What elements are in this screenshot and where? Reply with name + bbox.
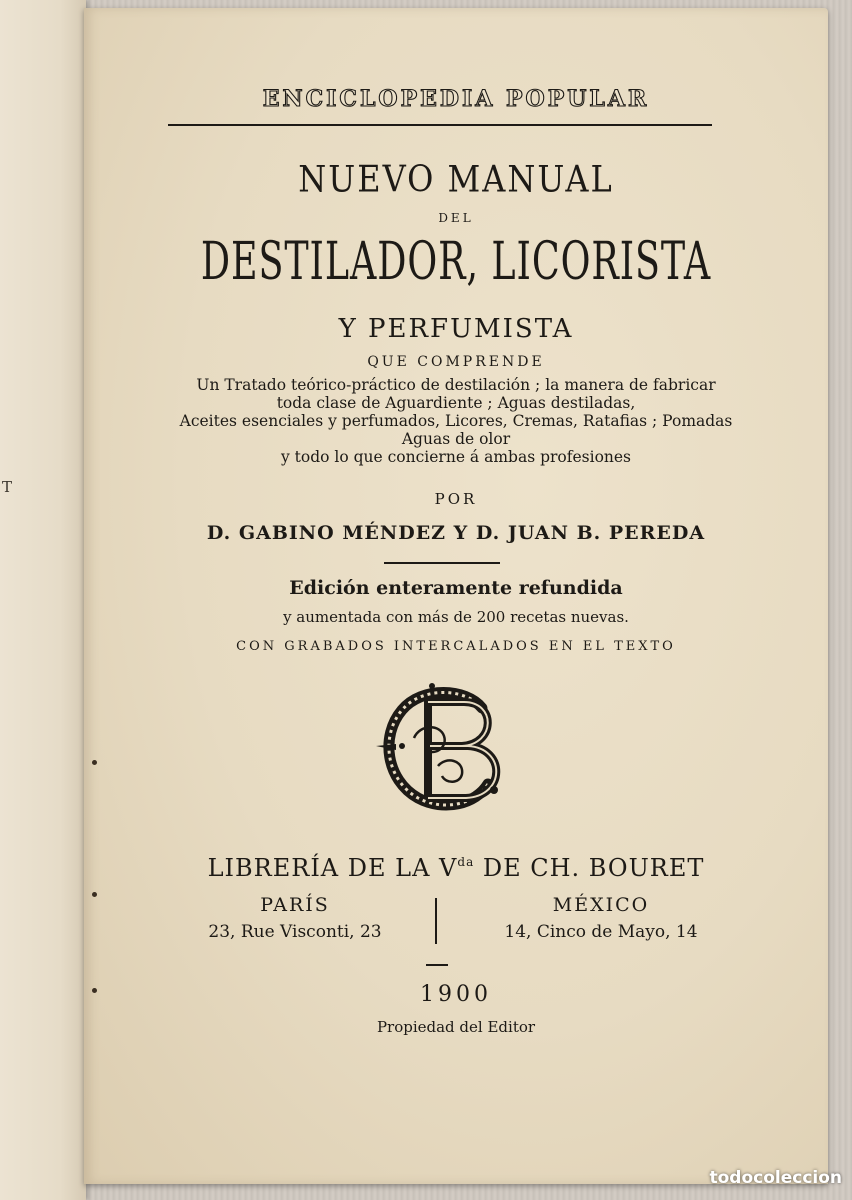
publisher-suffix: DE CH. BOURET (474, 854, 705, 882)
por-label: POR (434, 490, 478, 508)
description-line: y todo lo que concierne á ambas profesiones (280, 448, 632, 466)
description-line: toda clase de Aguardiente ; Aguas destiladas, (276, 394, 636, 412)
city-address: 14, Cinco de Mayo, 14 (504, 922, 698, 942)
top-rule (168, 124, 712, 126)
watermark-logo: todocoleccion (709, 1168, 842, 1188)
small-rule (426, 964, 448, 966)
left-page-text: T (2, 478, 13, 496)
publisher-monogram-icon (374, 680, 514, 816)
middle-rule (384, 562, 500, 564)
left-page (0, 0, 86, 1200)
series-title: ENCICLOPEDIA POPULAR (262, 86, 650, 112)
title-line-3: Y PERFUMISTA (338, 314, 574, 344)
city-address: 23, Rue Visconti, 23 (208, 922, 382, 942)
augmented-note: y aumentada con más de 200 recetas nuevas. (283, 608, 629, 626)
city-paris (180, 894, 410, 942)
rights-note: Propiedad del Editor (376, 1018, 536, 1036)
edition-note: Edición enteramente refundida (289, 577, 623, 599)
city-mexico (486, 894, 716, 942)
city-name: MÉXICO (552, 894, 650, 916)
city-name: PARÍS (260, 894, 330, 916)
title-del: DEL (438, 211, 474, 225)
description-line: Aguas de olor (401, 430, 511, 448)
engravings-note: CON GRABADOS INTERCALADOS EN EL TEXTO (236, 639, 676, 654)
binding-dot (92, 760, 97, 765)
publisher-name (84, 854, 828, 882)
binding-thread (92, 760, 98, 1020)
city-divider (435, 898, 437, 944)
publisher-superscript: da (457, 855, 475, 869)
publisher-prefix: LIBRERÍA DE LA V (207, 854, 458, 882)
binding-dot (92, 988, 97, 993)
publication-year: 1900 (420, 982, 492, 1007)
description-line: Un Tratado teórico-práctico de destilación ; la manera de fabricar (196, 376, 716, 394)
binding-dot (92, 892, 97, 897)
title-line-2: DESTILADOR, LICORISTA (200, 230, 712, 293)
description (84, 376, 828, 466)
authors: D. GABINO MÉNDEZ Y D. JUAN B. PEREDA (206, 522, 706, 544)
title-line-1: NUEVO MANUAL (298, 157, 614, 201)
que-comprende: QUE COMPRENDE (367, 354, 545, 370)
title-page (84, 8, 828, 1184)
description-line: Aceites esenciales y perfumados, Licores, Cremas, Ratafias ; Pomadas (179, 412, 733, 430)
